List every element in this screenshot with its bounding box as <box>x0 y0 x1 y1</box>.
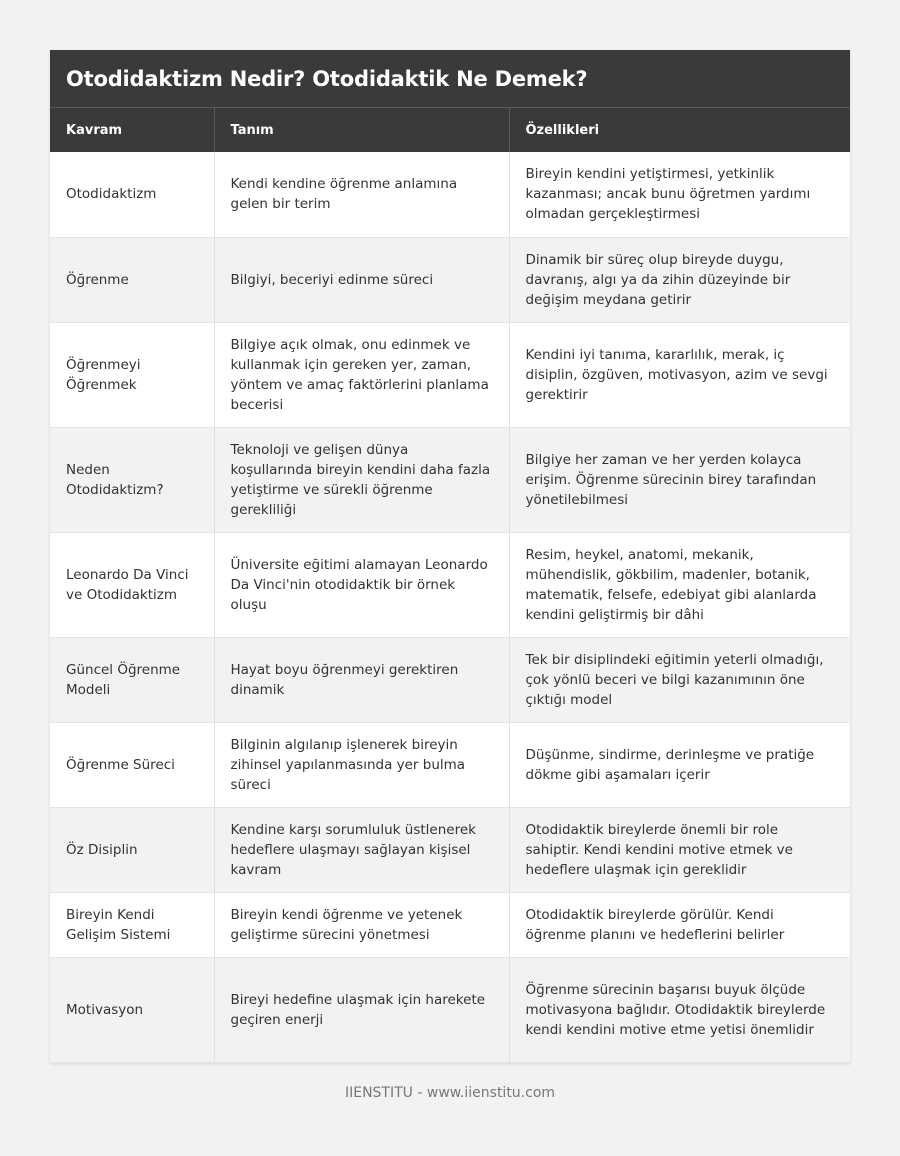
cell-tanim: Bireyi hedefine ulaşmak için harekete geçiren enerji <box>214 957 509 1062</box>
footer-credit: IIENSTITU - www.iienstitu.com <box>344 1085 556 1101</box>
cell-kavram: Neden Otodidaktizm? <box>50 427 214 532</box>
cell-kavram: Öğrenmeyi Öğrenmek <box>50 322 214 427</box>
cell-kavram: Bireyin Kendi Gelişim Sistemi <box>50 892 214 957</box>
cell-kavram: Otodidaktizm <box>50 152 214 237</box>
table-row <box>50 532 850 637</box>
cell-kavram: Motivasyon <box>50 957 214 1062</box>
concept-table <box>50 108 850 1063</box>
cell-kavram: Öğrenme <box>50 237 214 322</box>
table-row <box>50 807 850 892</box>
cell-tanim: Kendi kendine öğrenme anlamına gelen bir terim <box>214 152 509 237</box>
table-row <box>50 322 850 427</box>
cell-kavram: Güncel Öğrenme Modeli <box>50 637 214 722</box>
table-row <box>50 957 850 1062</box>
cell-ozellikler: Öğrenme sürecinin başarısı buyuk ölçüde motivasyona bağlıdır. Otodidaktik bireylerde kendi kendini motive etme yetisi önemlidir <box>509 957 850 1062</box>
column-header-kavram: Kavram <box>50 108 214 152</box>
table-row <box>50 892 850 957</box>
cell-kavram: Öz Disiplin <box>50 807 214 892</box>
cell-tanim: Teknoloji ve gelişen dünya koşullarında bireyin kendini daha fazla yetiştirme ve sürekli öğrenme gerekliliği <box>214 427 509 532</box>
cell-tanim: Bilgiyi, beceriyi edinme süreci <box>214 237 509 322</box>
cell-ozellikler: Kendini iyi tanıma, kararlılık, merak, iç disiplin, özgüven, motivasyon, azim ve sevgi gerektirir <box>509 322 850 427</box>
cell-kavram: Leonardo Da Vinci ve Otodidaktizm <box>50 532 214 637</box>
table-row <box>50 237 850 322</box>
cell-ozellikler: Bilgiye her zaman ve her yerden kolayca erişim. Öğrenme sürecinin birey tarafından yönetilebilmesi <box>509 427 850 532</box>
cell-ozellikler: Otodidaktik bireylerde görülür. Kendi öğrenme planını ve hedeflerini belirler <box>509 892 850 957</box>
column-header-tanim: Tanım <box>214 108 509 152</box>
cell-kavram: Öğrenme Süreci <box>50 722 214 807</box>
column-header-ozellikler: Özellikleri <box>509 108 850 152</box>
page-title: Otodidaktizm Nedir? Otodidaktik Ne Demek? <box>66 66 588 91</box>
cell-ozellikler: Otodidaktik bireylerde önemli bir role sahiptir. Kendi kendini motive etmek ve hedeflere ulaşmak için gereklidir <box>509 807 850 892</box>
cell-ozellikler: Dinamik bir süreç olup bireyde duygu, davranış, algı ya da zihin düzeyinde bir değişim meydana getirir <box>509 237 850 322</box>
cell-tanim: Bireyin kendi öğrenme ve yetenek geliştirme sürecini yönetmesi <box>214 892 509 957</box>
cell-ozellikler: Bireyin kendini yetiştirmesi, yetkinlik kazanması; ancak bunu öğretmen yardımı olmadan gerçekleştirmesi <box>509 152 850 237</box>
table-header-row <box>50 108 850 152</box>
title-bar <box>50 50 850 108</box>
cell-tanim: Kendine karşı sorumluluk üstlenerek hedeflere ulaşmayı sağlayan kişisel kavram <box>214 807 509 892</box>
cell-tanim: Üniversite eğitimi alamayan Leonardo Da Vinci'nin otodidaktik bir örnek oluşu <box>214 532 509 637</box>
cell-ozellikler: Düşünme, sindirme, derinleşme ve pratiğe dökme gibi aşamaları içerir <box>509 722 850 807</box>
cell-tanim: Bilgiye açık olmak, onu edinmek ve kullanmak için gereken yer, zaman, yöntem ve amaç faktörlerini planlama becerisi <box>214 322 509 427</box>
table-row <box>50 152 850 237</box>
table-row <box>50 637 850 722</box>
content-card <box>50 50 850 1063</box>
table-row <box>50 427 850 532</box>
cell-tanim: Bilginin algılanıp işlenerek bireyin zihinsel yapılanmasında yer bulma süreci <box>214 722 509 807</box>
table-row <box>50 722 850 807</box>
cell-ozellikler: Tek bir disiplindeki eğitimin yeterli olmadığı, çok yönlü beceri ve bilgi kazanımının öne çıktığı model <box>509 637 850 722</box>
cell-tanim: Hayat boyu öğrenmeyi gerektiren dinamik <box>214 637 509 722</box>
cell-ozellikler: Resim, heykel, anatomi, mekanik, mühendislik, gökbilim, madenler, botanik, matematik, felsefe, edebiyat gibi alanlarda kendini geliştirmiş bir dâhi <box>509 532 850 637</box>
